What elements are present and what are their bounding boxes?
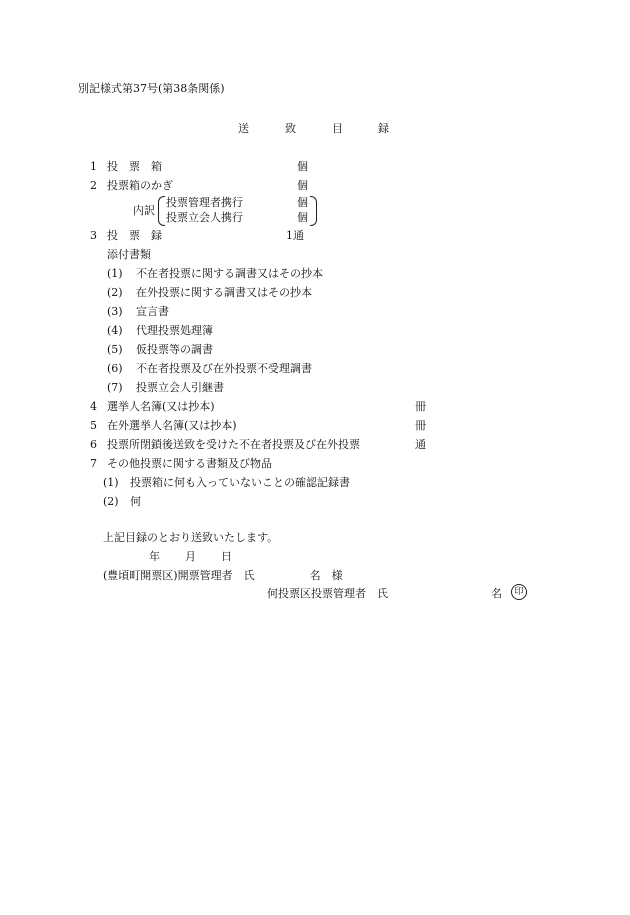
attached-heading: 添付書類 [107,248,151,261]
item-unit: 個 [297,179,308,192]
attached-text: 投票立会人引継書 [136,381,224,394]
item-number: 3 [90,229,97,242]
recipient-line: (豊頃町開票区)開票管理者 氏 名 様 [103,569,343,582]
date-year: 年 [149,550,160,563]
title-char: 致 [285,122,296,135]
item-number: 4 [90,400,97,413]
other-number: (1) [103,476,119,489]
attached-text: 代理投票処理簿 [136,324,213,337]
item-label: 投 票 箱 [107,160,162,173]
breakdown-row-label: 投票管理者携行 [166,196,243,209]
other-text: 何 [130,495,141,508]
attached-number: (1) [107,267,123,280]
attached-text: 不在者投票に関する調書又はその抄本 [136,267,323,280]
item-number: 6 [90,438,97,451]
item-label: 投票所閉鎖後送致を受けた不在者投票及び在外投票 [107,438,360,451]
breakdown-row-unit: 個 [297,211,308,224]
item-label: その他投票に関する書類及び物品 [107,457,272,470]
attached-number: (6) [107,362,123,375]
item-label: 選挙人名簿(又は抄本) [107,400,215,413]
sender-line: 何投票区投票管理者 氏 [267,587,388,600]
sender-name-char: 名 [491,587,502,600]
item-unit: 個 [297,160,308,173]
form-number: 別記様式第37号(第38条関係) [78,82,225,95]
attached-number: (3) [107,305,123,318]
item-number: 2 [90,179,97,192]
attached-number: (4) [107,324,123,337]
breakdown-row-unit: 個 [297,196,308,209]
attached-text: 宣言書 [136,305,169,318]
other-number: (2) [103,495,119,508]
attached-text: 在外投票に関する調書又はその抄本 [136,286,312,299]
item-number: 5 [90,419,97,432]
seal-mark: 印 [511,584,527,600]
item-unit: 1通 [286,229,304,242]
item-number: 1 [90,160,97,173]
item-unit: 冊 [415,419,426,432]
title-char: 送 [238,122,249,135]
date-day: 日 [221,550,232,563]
attached-number: (7) [107,381,123,394]
title-char: 録 [378,122,389,135]
right-brace [310,196,317,226]
item-label: 投 票 録 [107,229,162,242]
breakdown-label: 内訳 [133,204,155,217]
item-label: 投票箱のかぎ [107,179,173,192]
item-unit: 通 [415,438,426,451]
item-label: 在外選挙人名簿(又は抄本) [107,419,237,432]
breakdown-row-label: 投票立会人携行 [166,211,243,224]
attached-text: 仮投票等の調書 [136,343,213,356]
item-unit: 冊 [415,400,426,413]
attached-number: (5) [107,343,123,356]
date-month: 月 [185,550,196,563]
left-brace [158,196,165,226]
other-text: 投票箱に何も入っていないことの確認記録書 [130,476,350,489]
item-number: 7 [90,457,97,470]
attached-text: 不在者投票及び在外投票不受理調書 [136,362,312,375]
title-char: 目 [332,122,343,135]
closing-statement: 上記目録のとおり送致いたします。 [103,531,279,544]
attached-number: (2) [107,286,123,299]
